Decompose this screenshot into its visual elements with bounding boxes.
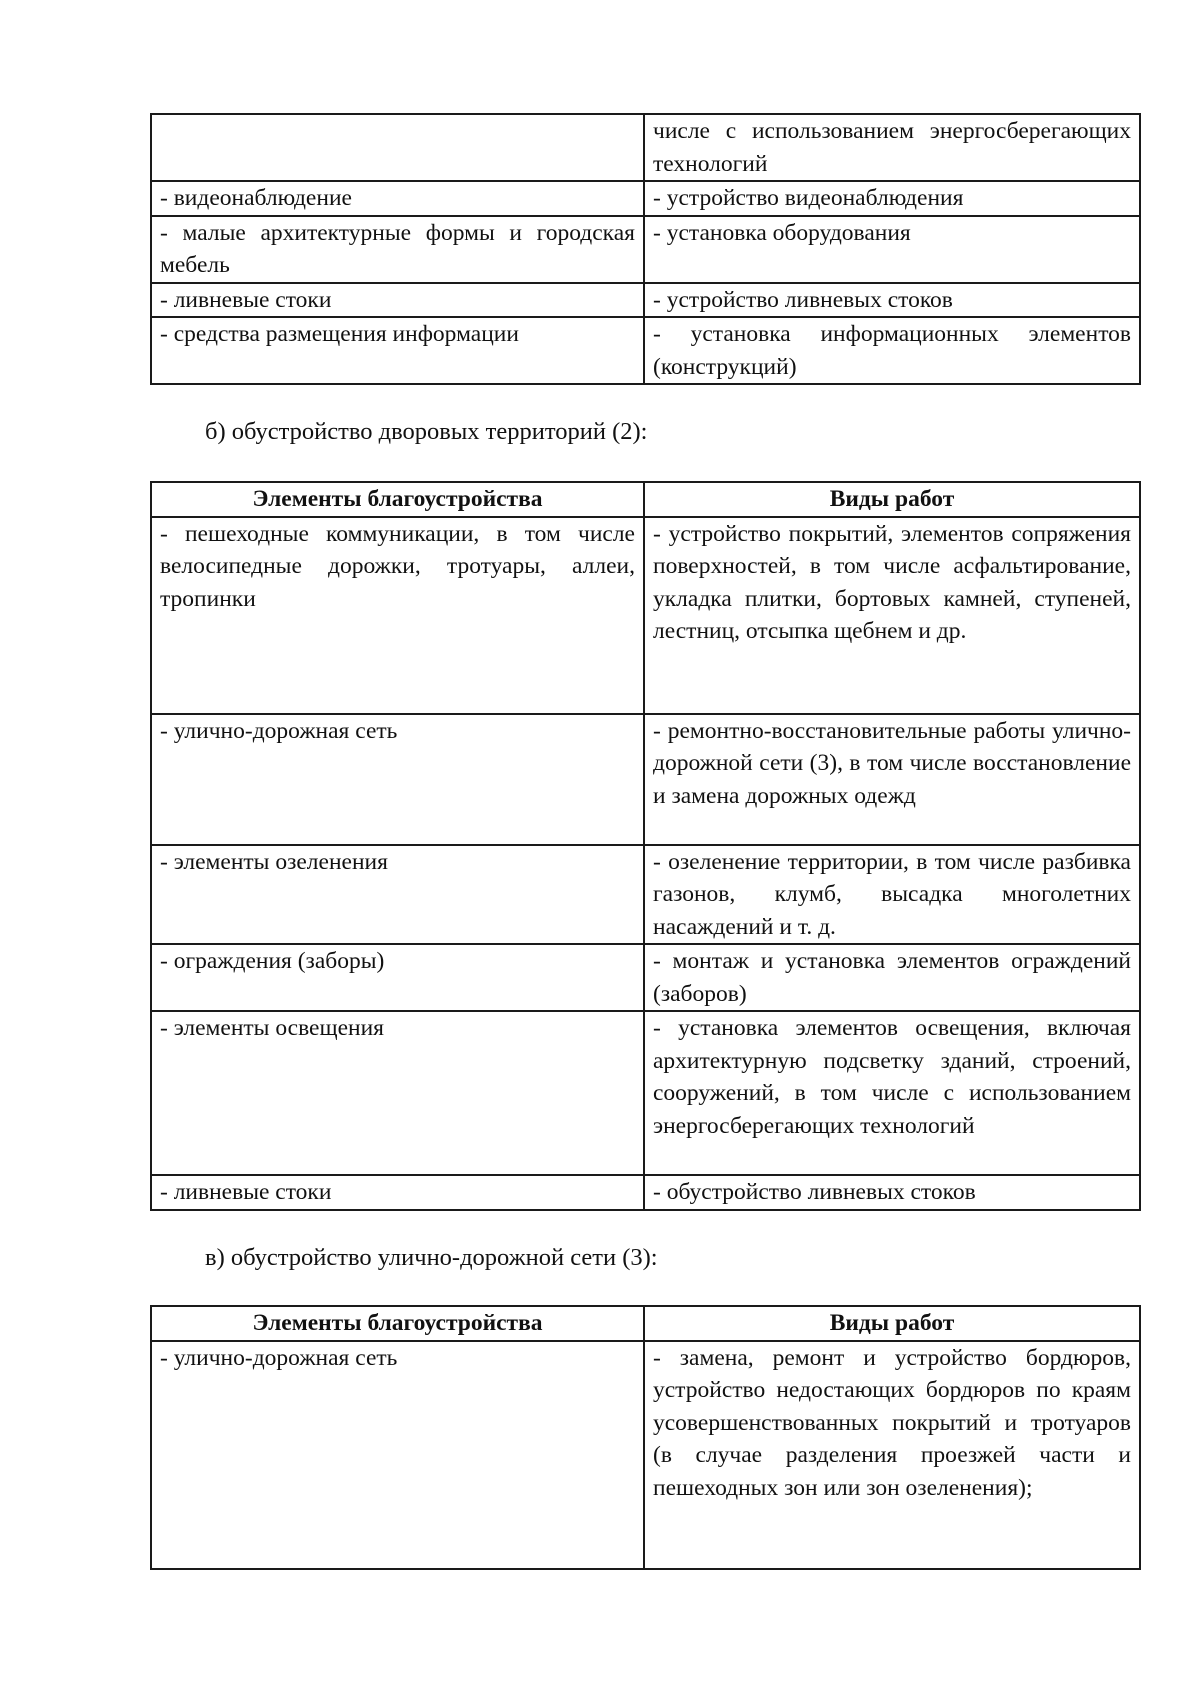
- element-cell: - ливневые стоки: [151, 1175, 644, 1210]
- element-cell: - улично-дорожная сеть: [151, 714, 644, 845]
- work-cell: - устройство ливневых стоков: [644, 283, 1140, 318]
- work-cell: - установка оборудования: [644, 216, 1140, 283]
- table-row: [151, 1175, 1140, 1210]
- table-row: [151, 317, 1140, 384]
- table-row: [151, 1341, 1140, 1569]
- table-row: [151, 114, 1140, 181]
- street-road-network-table: [150, 1305, 1141, 1570]
- work-cell: - устройство видеонаблюдения: [644, 181, 1140, 216]
- table-row: [151, 181, 1140, 216]
- table-header-row: [151, 1306, 1140, 1341]
- section-v-caption: в) обустройство улично-дорожной сети (3):: [205, 1244, 658, 1271]
- table-row: [151, 714, 1140, 845]
- element-cell: - пешеходные коммуникации, в том числе велосипедные дорожки, тротуары, аллеи, тропинки: [151, 517, 644, 714]
- element-cell: [151, 114, 644, 181]
- work-cell: - устройство покрытий, элементов сопряжения поверхностей, в том числе асфальтирование, укладка плитки, бортовых камней, ступеней, лестниц, отсыпка щебнем и др.: [644, 517, 1140, 714]
- work-cell: - обустройство ливневых стоков: [644, 1175, 1140, 1210]
- element-cell: - ограждения (заборы): [151, 944, 644, 1011]
- column-header-elements: Элементы благоустройства: [151, 482, 644, 517]
- section-b-caption: б) обустройство дворовых территорий (2):: [205, 418, 648, 445]
- element-cell: - элементы озеленения: [151, 845, 644, 945]
- element-cell: - ливневые стоки: [151, 283, 644, 318]
- work-cell: - замена, ремонт и устройство бордюров, устройство недостающих бордюров по краям усовершенствованных покрытий и тротуаров (в случае разделения проезжей части и пешеходных зон или зон озеленения);: [644, 1341, 1140, 1569]
- table-header-row: [151, 482, 1140, 517]
- work-cell: - установка элементов освещения, включая архитектурную подсветку зданий, строений, сооружений, в том числе с использованием энергосберегающих технологий: [644, 1011, 1140, 1175]
- work-cell: - монтаж и установка элементов ограждений (заборов): [644, 944, 1140, 1011]
- table-row: [151, 1011, 1140, 1175]
- table-row: [151, 944, 1140, 1011]
- table-row: [151, 216, 1140, 283]
- column-header-works: Виды работ: [644, 482, 1140, 517]
- element-cell: - улично-дорожная сеть: [151, 1341, 644, 1569]
- table-row: [151, 517, 1140, 714]
- column-header-elements: Элементы благоустройства: [151, 1306, 644, 1341]
- column-header-works: Виды работ: [644, 1306, 1140, 1341]
- yard-territories-table: [150, 481, 1141, 1211]
- element-cell: - средства размещения информации: [151, 317, 644, 384]
- table-row: [151, 283, 1140, 318]
- element-cell: - элементы освещения: [151, 1011, 644, 1175]
- improvement-elements-table-continued: [150, 113, 1141, 385]
- work-cell: - установка информационных элементов (конструкций): [644, 317, 1140, 384]
- work-cell: - озеленение территории, в том числе разбивка газонов, клумб, высадка многолетних насаждений и т. д.: [644, 845, 1140, 945]
- work-cell: числе с использованием энергосберегающих технологий: [644, 114, 1140, 181]
- work-cell: - ремонтно-восстановительные работы улично-дорожной сети (3), в том числе восстановление и замена дорожных одежд: [644, 714, 1140, 845]
- table-row: [151, 845, 1140, 945]
- element-cell: - видеонаблюдение: [151, 181, 644, 216]
- element-cell: - малые архитектурные формы и городская мебель: [151, 216, 644, 283]
